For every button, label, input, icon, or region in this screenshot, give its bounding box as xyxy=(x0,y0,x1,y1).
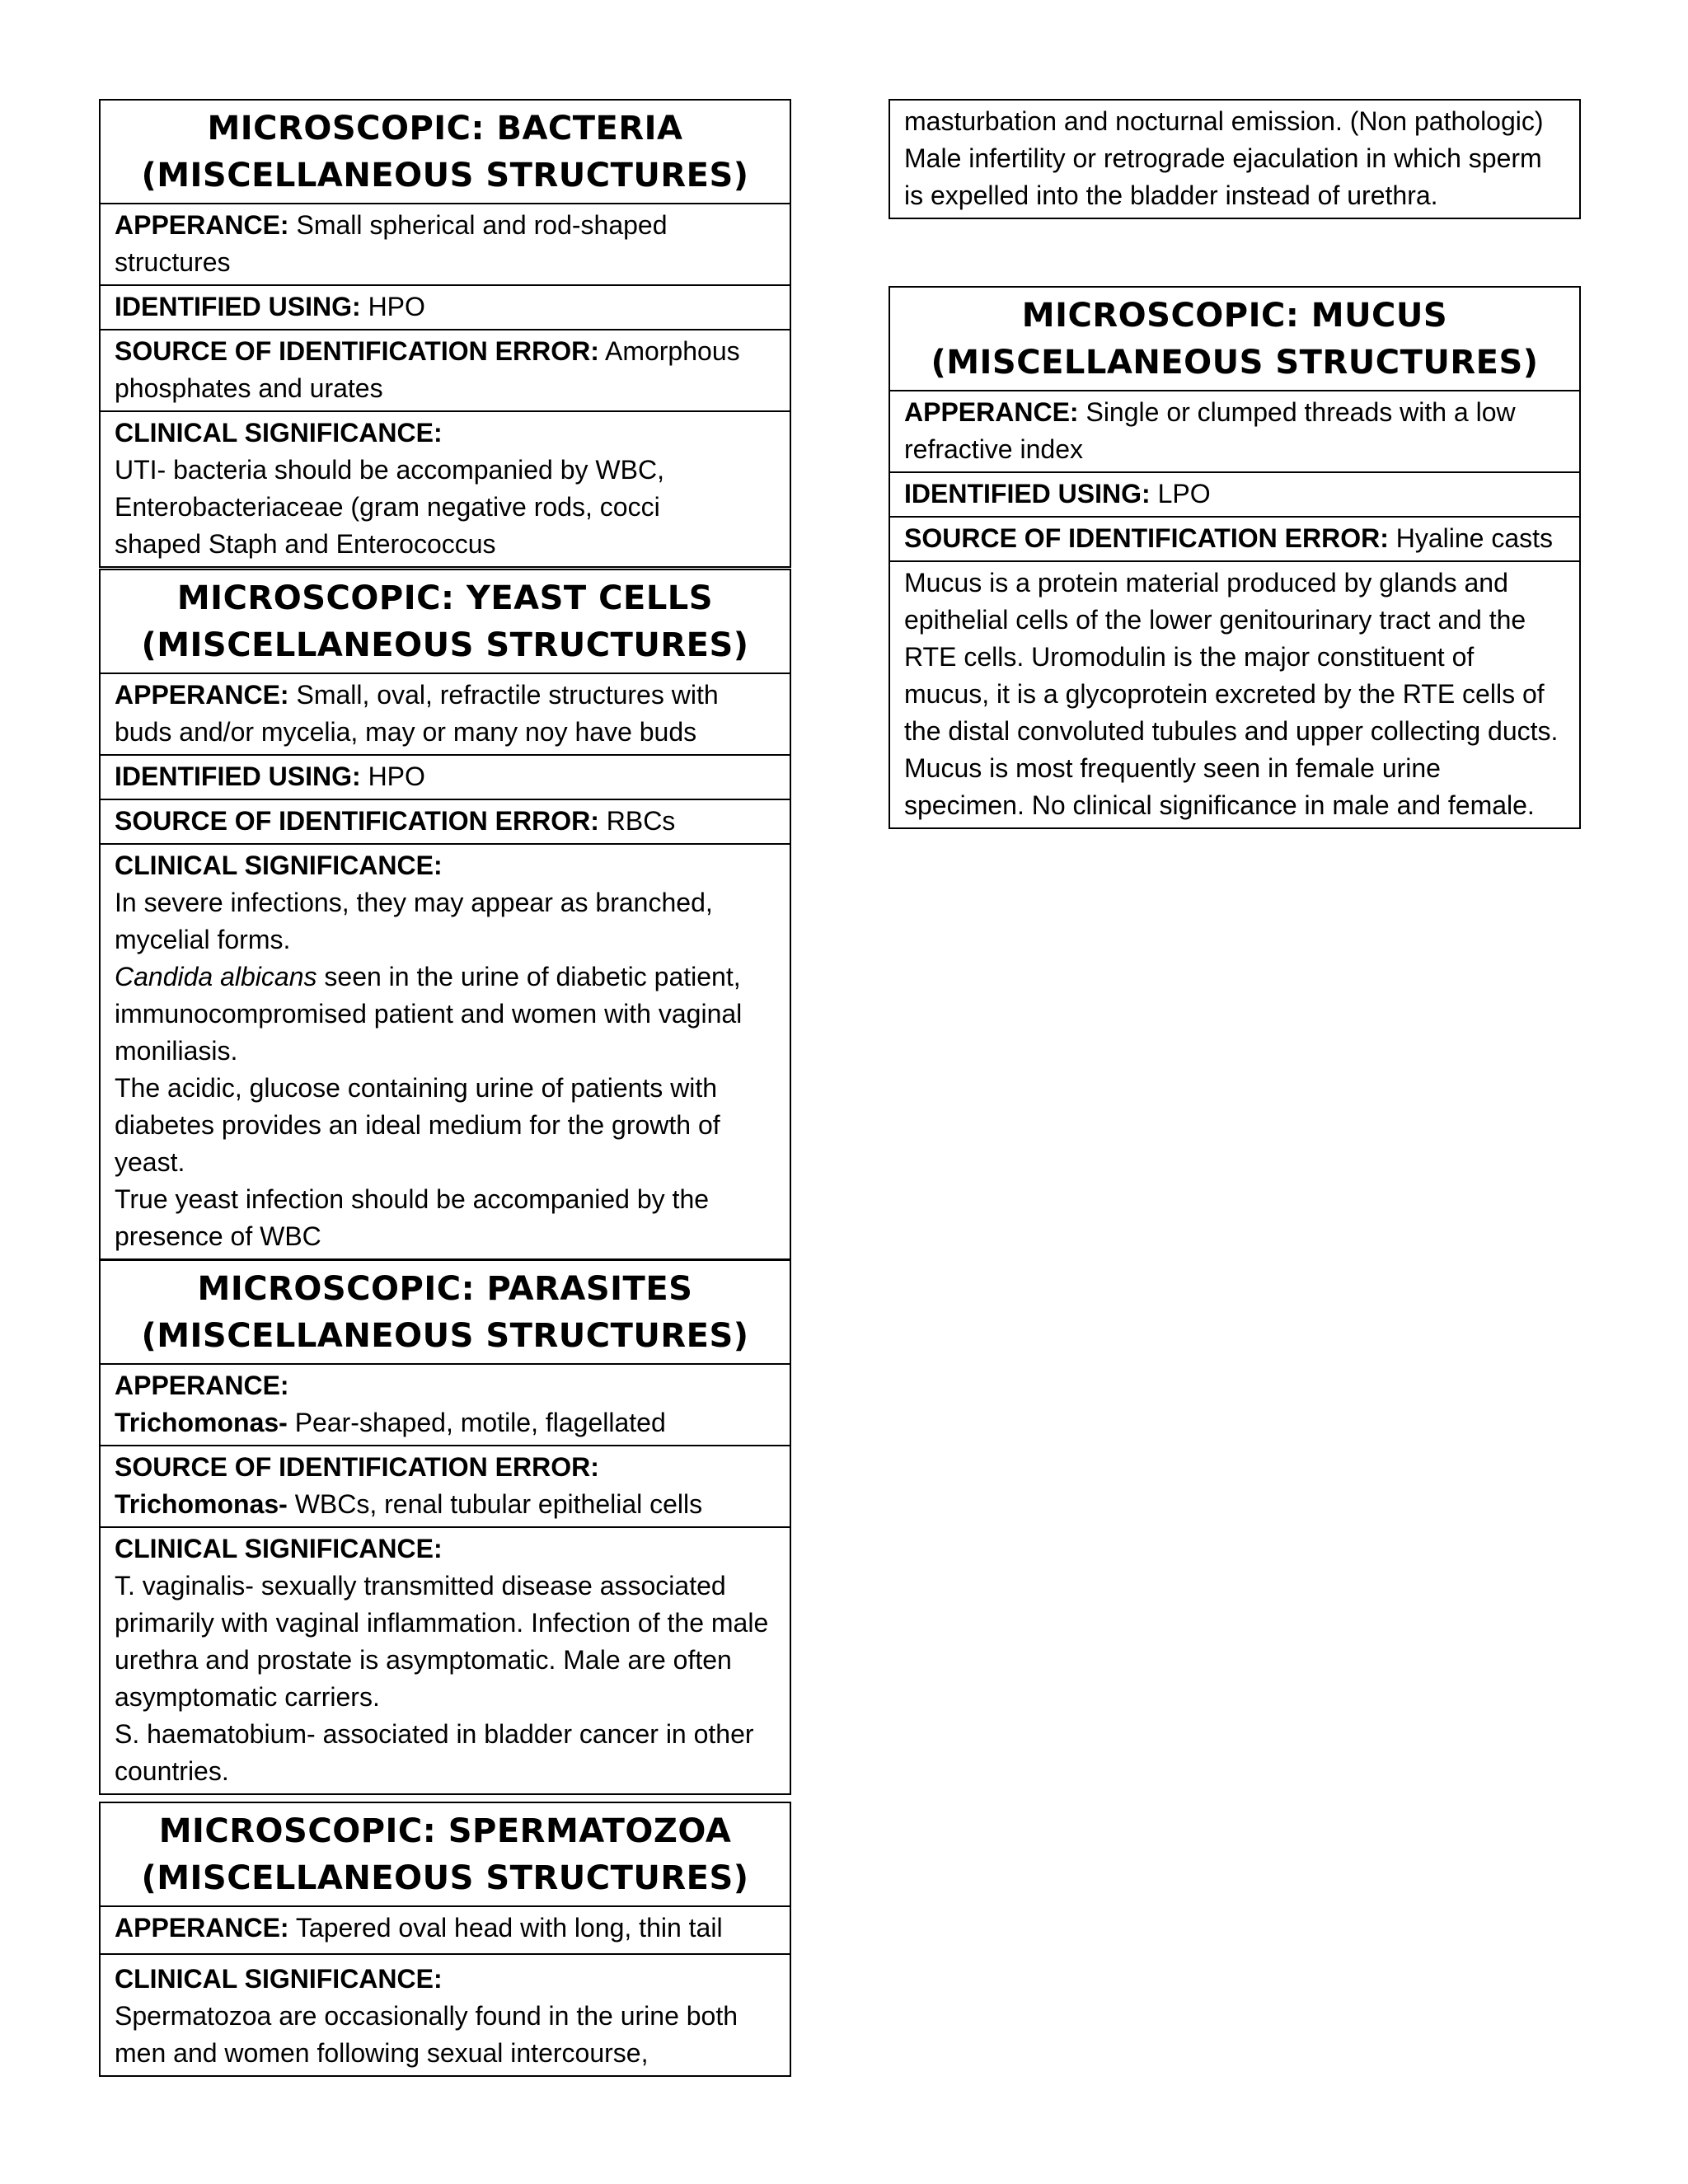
error-label: SOURCE OF IDENTIFICATION ERROR: xyxy=(115,336,599,366)
identified-label: IDENTIFIED USING: xyxy=(115,292,361,321)
clinical-paragraph: The acidic, glucose containing urine of patients with diabetes provides an ideal medium for the growth of yeast. xyxy=(115,1073,720,1177)
error-text: RBCs xyxy=(598,806,676,836)
clinical-label: CLINICAL SIGNIFICANCE: xyxy=(115,851,443,880)
spermatozoa-continued-card xyxy=(889,99,1581,219)
error-label: SOURCE OF IDENTIFICATION ERROR: xyxy=(904,523,1389,553)
appearance-label: APPERANCE: xyxy=(115,1371,289,1400)
appearance-text: Pear-shaped, motile, flagellated xyxy=(287,1408,666,1437)
mucus-title-line2: (MISCELLANEOUS STRUCTURES) xyxy=(931,344,1539,382)
appearance-label: APPERANCE: xyxy=(115,1913,289,1943)
parasites-title-line2: (MISCELLANEOUS STRUCTURES) xyxy=(141,1317,749,1355)
mucus-card xyxy=(889,286,1581,829)
clinical-paragraph xyxy=(115,958,776,1070)
spermatozoa-continued-row xyxy=(890,101,1579,218)
appearance-detail xyxy=(115,1404,776,1441)
clinical-paragraph: masturbation and nocturnal emission. (Non pathologic) xyxy=(904,106,1544,136)
identified-text: HPO xyxy=(360,292,425,321)
error-label: SOURCE OF IDENTIFICATION ERROR: xyxy=(115,806,599,836)
bacteria-title-line1: MICROSCOPIC: BACTERIA xyxy=(207,110,683,148)
clinical-paragraph: Male infertility or retrograde ejaculation in which sperm is expelled into the bladder instead of urethra. xyxy=(904,143,1542,210)
yeast-title-line1: MICROSCOPIC: YEAST CELLS xyxy=(176,579,714,617)
error-text: WBCs, renal tubular epithelial cells xyxy=(287,1489,703,1519)
identified-label: IDENTIFIED USING: xyxy=(115,762,361,791)
yeast-title xyxy=(101,570,790,674)
description-paragraph: Mucus is a protein material produced by glands and epithelial cells of the lower genitourinary tract and the RTE cells. Uromodulin is the major constituent of mucus, it is a glycoprotein excreted by the RTE cells of the distal convoluted tubules and upper collecting ducts. xyxy=(904,568,1559,746)
error-label: SOURCE OF IDENTIFICATION ERROR: xyxy=(115,1452,599,1482)
clinical-line: Enterobacteriaceae (gram negative rods, cocci xyxy=(115,492,660,522)
clinical-line: UTI- bacteria should be accompanied by WBC, xyxy=(115,455,664,485)
bacteria-title-line2: (MISCELLANEOUS STRUCTURES) xyxy=(141,157,749,194)
spermatozoa-appearance-row xyxy=(101,1907,790,1955)
yeast-error-row xyxy=(101,800,790,845)
appearance-label: APPERANCE: xyxy=(115,680,289,710)
parasites-card xyxy=(99,1259,791,1795)
clinical-paragraph: S. haematobium- associated in bladder cancer in other countries. xyxy=(115,1719,754,1786)
spermatozoa-card xyxy=(99,1802,791,2077)
spermatozoa-title xyxy=(101,1803,790,1907)
yeast-clinical-row xyxy=(101,845,790,1258)
bacteria-appearance-row xyxy=(101,204,790,286)
species-name: Candida albicans xyxy=(115,962,317,991)
clinical-label: CLINICAL SIGNIFICANCE: xyxy=(115,418,443,448)
spermatozoa-clinical-row xyxy=(101,1955,790,2075)
yeast-card xyxy=(99,569,791,1260)
parasites-title-line1: MICROSCOPIC: PARASITES xyxy=(197,1270,693,1308)
organism-label: Trichomonas- xyxy=(115,1489,288,1519)
clinical-paragraph: T. vaginalis- sexually transmitted disease associated primarily with vaginal inflammation. Infection of the male urethra and prostate is asymptomatic. Male are often asymptomatic carriers. xyxy=(115,1571,769,1712)
parasites-appearance-row xyxy=(101,1365,790,1446)
parasites-title xyxy=(101,1261,790,1365)
clinical-text: seen in the urine of diabetic patient, immunocompromised patient and women with vaginal moniliasis. xyxy=(115,962,743,1066)
error-text: Hyaline casts xyxy=(1388,523,1554,553)
mucus-identified-row xyxy=(890,473,1579,518)
spermatozoa-title-line1: MICROSCOPIC: SPERMATOZOA xyxy=(158,1812,732,1850)
bacteria-identified-row xyxy=(101,286,790,330)
clinical-paragraph: Spermatozoa are occasionally found in the urine both men and women following sexual intercourse, xyxy=(115,2001,738,2068)
error-detail xyxy=(115,1486,776,1523)
yeast-identified-row xyxy=(101,756,790,800)
clinical-line: shaped Staph and Enterococcus xyxy=(115,529,496,559)
clinical-label: CLINICAL SIGNIFICANCE: xyxy=(115,1964,443,1994)
mucus-title xyxy=(890,288,1579,391)
appearance-label: APPERANCE: xyxy=(115,210,289,240)
mucus-error-row xyxy=(890,518,1579,562)
identified-label: IDENTIFIED USING: xyxy=(904,479,1151,509)
yeast-title-line2: (MISCELLANEOUS STRUCTURES) xyxy=(141,626,749,664)
clinical-paragraph: In severe infections, they may appear as branched, mycelial forms. xyxy=(115,888,713,954)
organism-label: Trichomonas- xyxy=(115,1408,288,1437)
clinical-label: CLINICAL SIGNIFICANCE: xyxy=(115,1534,443,1563)
bacteria-clinical-row xyxy=(101,412,790,566)
identified-text: HPO xyxy=(360,762,425,791)
identified-text: LPO xyxy=(1150,479,1211,509)
appearance-label: APPERANCE: xyxy=(904,397,1079,427)
appearance-text: Small, oval, refractile structures with buds and/or mycelia, may or many noy have buds xyxy=(115,680,719,747)
appearance-text: Tapered oval head with long, thin tail xyxy=(288,1913,723,1943)
bacteria-card xyxy=(99,99,791,568)
yeast-appearance-row xyxy=(101,674,790,756)
error-text: Amorphous phosphates and urates xyxy=(115,336,740,403)
parasites-error-row xyxy=(101,1446,790,1528)
description-paragraph: Mucus is most frequently seen in female urine specimen. No clinical significance in male and female. xyxy=(904,753,1535,820)
bacteria-error-row xyxy=(101,330,790,412)
mucus-appearance-row xyxy=(890,391,1579,473)
appearance-text: Single or clumped threads with a low refractive index xyxy=(904,397,1516,464)
mucus-description-row xyxy=(890,562,1579,827)
bacteria-title xyxy=(101,101,790,204)
mucus-title-line1: MICROSCOPIC: MUCUS xyxy=(1021,297,1448,335)
spermatozoa-title-line2: (MISCELLANEOUS STRUCTURES) xyxy=(141,1859,749,1897)
clinical-paragraph: True yeast infection should be accompanied by the presence of WBC xyxy=(115,1184,710,1251)
appearance-text: Small spherical and rod-shaped structures xyxy=(115,210,668,277)
parasites-clinical-row xyxy=(101,1528,790,1793)
